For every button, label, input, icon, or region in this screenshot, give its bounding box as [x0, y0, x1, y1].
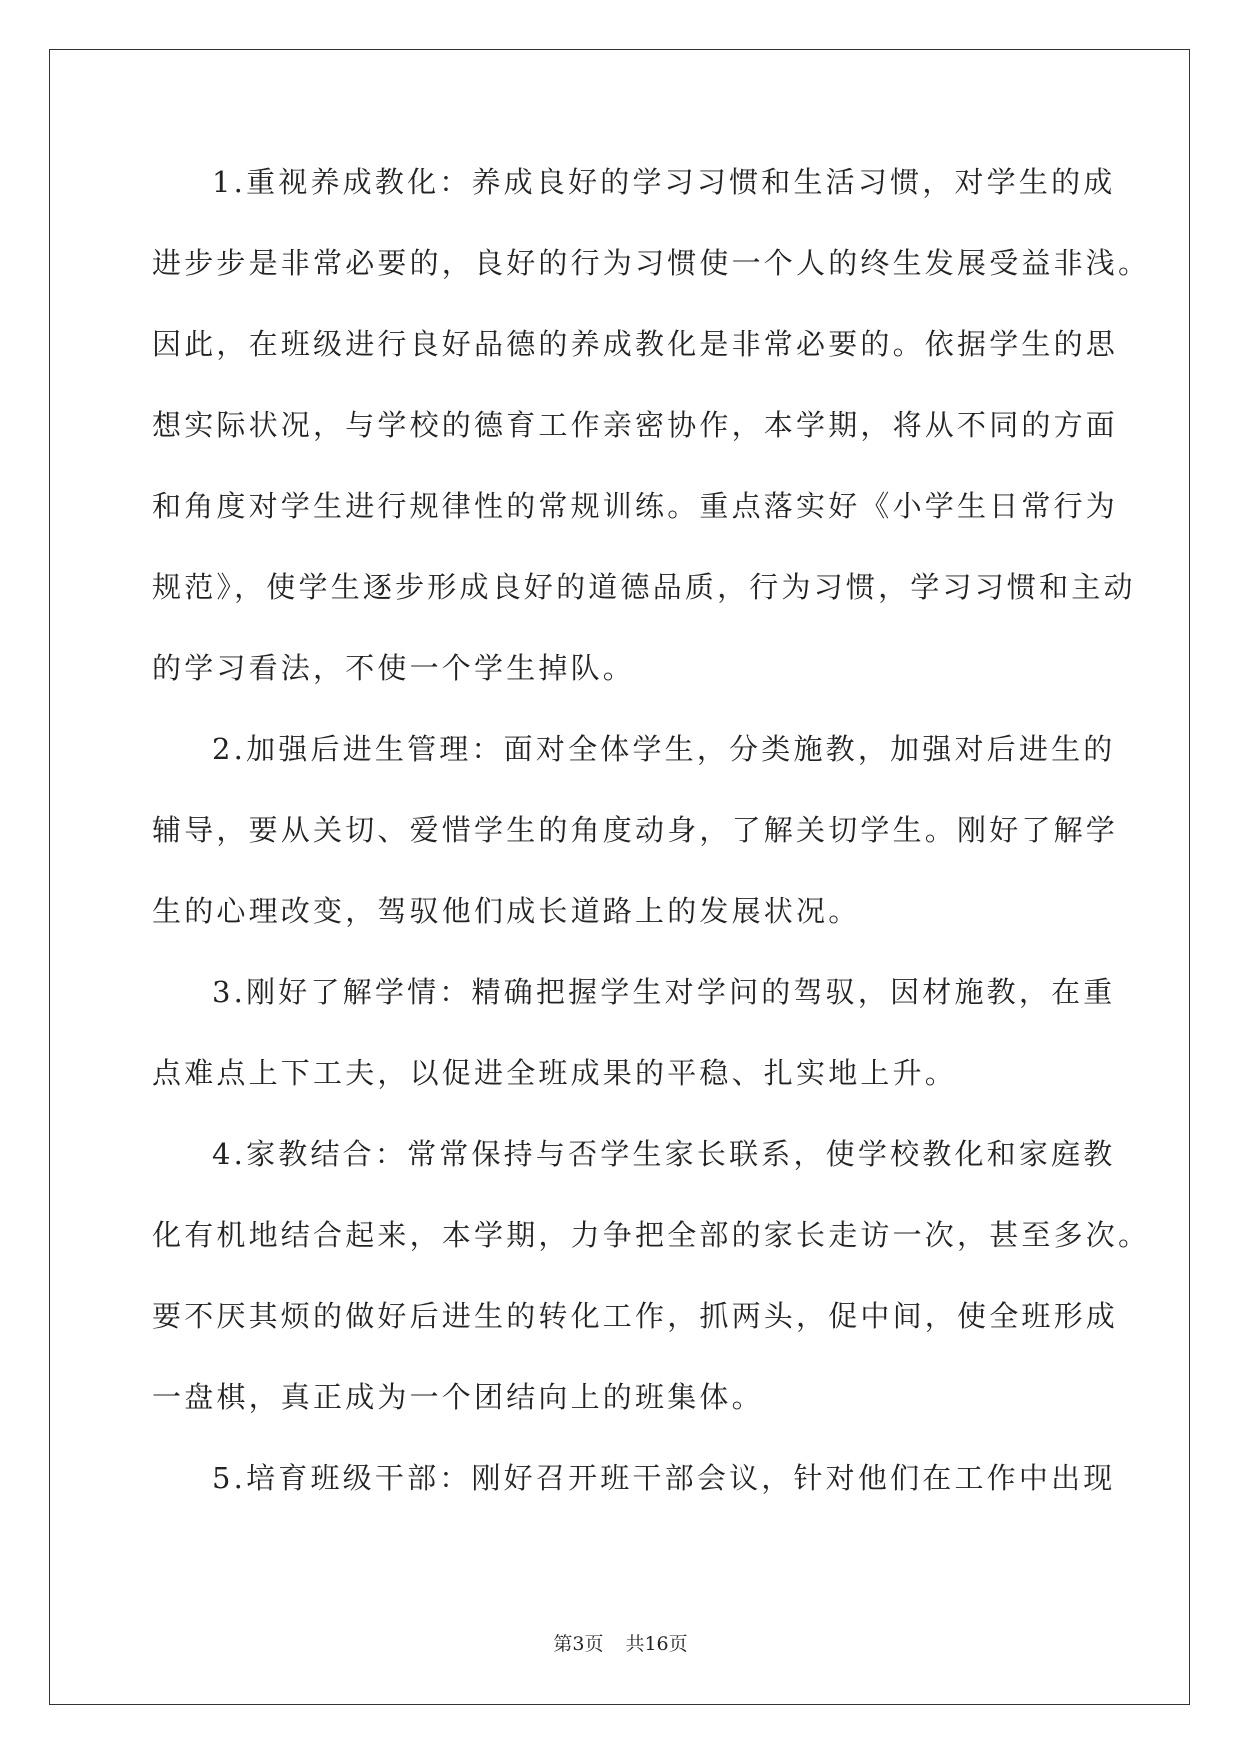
page-number-total: 共16页 [625, 1633, 688, 1655]
paragraph-1-line-5: 和角度对学生进行规律性的常规训练。重点落实好《小学生日常行为 [152, 489, 1119, 523]
paragraph-4-line-2: 化有机地结合起来，本学期，力争把全部的家长走访一次，甚至多次。 [152, 1218, 1151, 1252]
paragraph-5-line-1: 5.培育班级干部：刚好召开班干部会议，针对他们在工作中出现 [212, 1461, 1116, 1495]
page-footer [0, 1632, 1241, 1656]
paragraph-1-line-2: 进步步是非常必要的，良好的行为习惯使一个人的终生发展受益非浅。 [152, 246, 1151, 280]
paragraph-2-line-3: 生的心理改变，驾驭他们成长道路上的发展状况。 [152, 894, 861, 928]
paragraph-4-line-4: 一盘棋，真正成为一个团结向上的班集体。 [152, 1380, 764, 1414]
paragraph-4-line-3: 要不厌其烦的做好后进生的转化工作，抓两头，促中间，使全班形成 [152, 1299, 1119, 1333]
paragraph-2-line-1: 2.加强后进生管理：面对全体学生，分类施教，加强对后进生的 [212, 732, 1116, 766]
paragraph-1-line-3: 因此，在班级进行良好品德的养成教化是非常必要的。依据学生的思 [152, 327, 1119, 361]
document-body [152, 162, 1151, 1539]
paragraph-1-line-6: 规范》，使学生逐步形成良好的道德品质，行为习惯，学习习惯和主动 [152, 570, 1136, 604]
paragraph-4-line-1: 4.家教结合：常常保持与否学生家长联系，使学校教化和家庭教 [212, 1137, 1116, 1171]
paragraph-1-line-1: 1.重视养成教化：养成良好的学习习惯和生活习惯，对学生的成 [212, 165, 1116, 199]
paragraph-3-line-1: 3.刚好了解学情：精确把握学生对学问的驾驭，因材施教，在重 [212, 975, 1116, 1009]
paragraph-1-line-4: 想实际状况，与学校的德育工作亲密协作，本学期，将从不同的方面 [152, 408, 1119, 442]
paragraph-2-line-2: 辅导，要从关切、爱惜学生的角度动身，了解关切学生。刚好了解学 [152, 813, 1119, 847]
paragraph-3-line-2: 点难点上下工夫，以促进全班成果的平稳、扎实地上升。 [152, 1056, 958, 1090]
paragraph-1-line-7: 的学习看法，不使一个学生掉队。 [152, 651, 636, 685]
page-number-current: 第3页 [553, 1633, 604, 1655]
